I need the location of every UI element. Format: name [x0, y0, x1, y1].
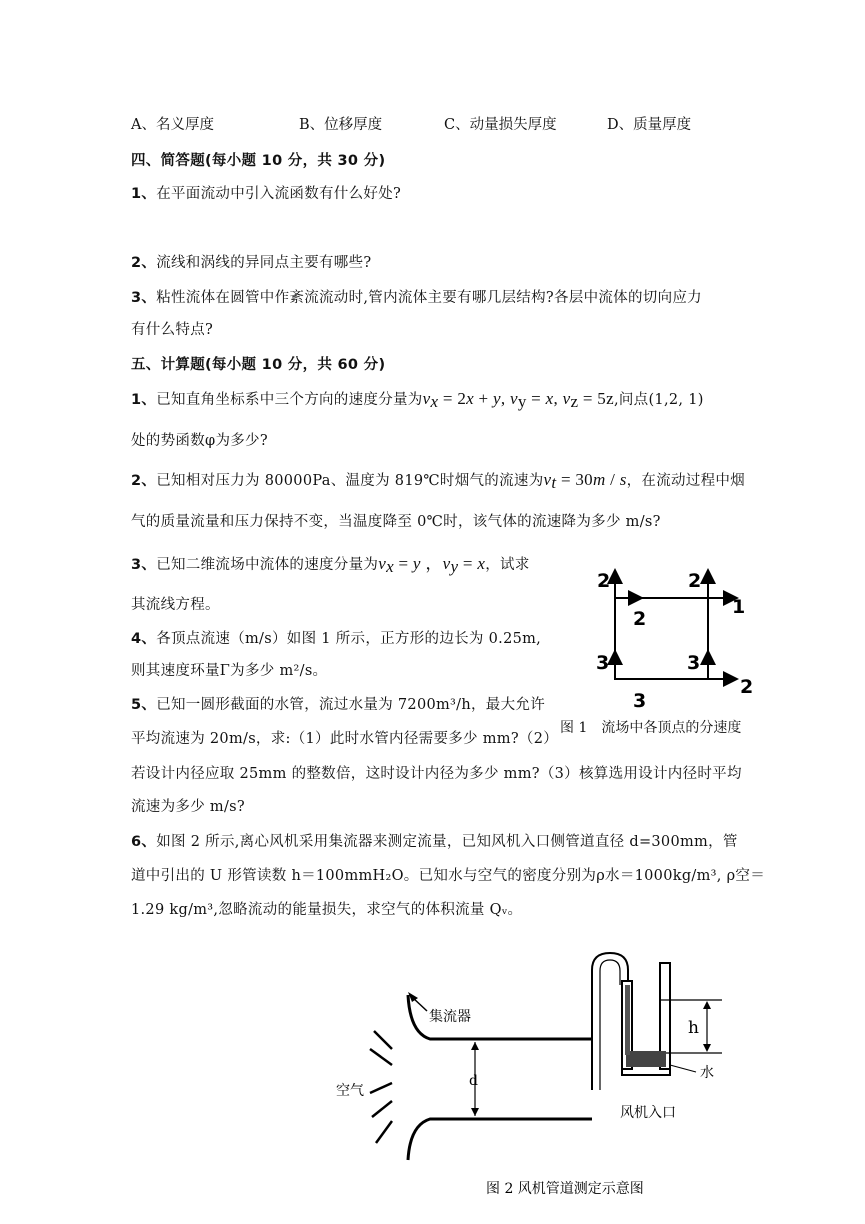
s4-question-2	[131, 251, 371, 272]
question-text: 如图 2 所示,离心风机采用集流器来测定流量，已知风机入口侧管道直径 d=300mm，管	[156, 834, 738, 850]
question-number: 4、	[131, 631, 157, 647]
question-text: 已知二维流场中流体的速度分量为	[156, 557, 379, 573]
label-bl-up: 3	[596, 652, 610, 674]
figure-2-fan-duct-diagram	[330, 945, 730, 1200]
s4-question-3-cont: 有什么特点?	[131, 322, 214, 338]
label-bottom-mid: 3	[633, 690, 647, 710]
s5-question-1	[131, 388, 704, 412]
s5-question-4	[131, 627, 541, 648]
s5-question-2-cont: 气的质量流量和压力保持不变，当温度降至 0℃时，该气体的流速降为多少 m/s?	[131, 514, 661, 530]
question-number: 2、	[131, 473, 157, 489]
velocity-formula: $v_t = 30m / s$	[543, 470, 627, 492]
diameter-label: d	[469, 1073, 478, 1089]
question-number: 2、	[131, 255, 157, 271]
water-label: 水	[700, 1065, 714, 1081]
s5-question-5-line4: 流速为多少 m/s?	[131, 799, 245, 815]
fan-inlet-label: 风机入口	[620, 1105, 676, 1121]
s5-question-5	[131, 693, 545, 714]
s5-question-6	[131, 830, 738, 851]
question-text: 已知直角坐标系中三个方向的速度分量为	[156, 392, 423, 408]
question-text-end: ,问点(1,2, 1)	[613, 392, 704, 408]
s5-question-4-cont: 则其速度环量Γ为多少 m²/s。	[131, 663, 328, 679]
question-number: 1、	[131, 186, 157, 202]
section5-heading: 五、计算题(每小题 10 分，共 60 分)	[131, 357, 386, 373]
s5-question-3-cont: 其流线方程。	[131, 597, 220, 613]
figure-1-caption: 图 1 流场中各顶点的分速度	[560, 720, 742, 736]
pressure-tap-tube-inner	[600, 960, 620, 1090]
u-tube-water	[626, 1051, 666, 1067]
label-br-right: 2	[740, 676, 754, 698]
collector-bottom-wall	[408, 1119, 592, 1160]
question-text: 各顶点流速（m/s）如图 1 所示，正方形的边长为 0.25m,	[156, 631, 542, 647]
air-flow-arrows	[370, 1031, 392, 1143]
option-c: C、动量损失厚度	[444, 117, 557, 133]
question-text-end: ，试求	[485, 557, 530, 573]
question-text: 已知一圆形截面的水管，流过水量为 7200m³/h，最大允许	[156, 697, 545, 713]
question-number: 3、	[131, 290, 157, 306]
s5-question-1-cont: 处的势函数φ为多少?	[131, 433, 268, 449]
figure-1-velocity-square	[580, 560, 780, 710]
section4-heading: 四、简答题(每小题 10 分，共 30 分)	[131, 153, 386, 169]
s5-question-6-line2: 道中引出的 U 形管读数 h＝100mmH₂O。已知水与空气的密度分别为ρ水＝1000kg/m³, ρ空＝	[131, 868, 765, 884]
velocity-formula: $v_x = y$ ，$v_y = x$	[378, 554, 486, 576]
question-text: 流线和涡线的异同点主要有哪些?	[156, 255, 372, 271]
question-number: 6、	[131, 834, 157, 850]
s5-question-6-line3: 1.29 kg/m³,忽略流动的能量损失，求空气的体积流量 Qᵥ。	[131, 902, 523, 918]
s5-question-3	[131, 549, 530, 577]
option-a: A、名义厚度	[131, 117, 214, 133]
height-label: h	[688, 1018, 699, 1038]
question-text: 粘性流体在圆管中作紊流流动时,管内流体主要有哪几层结构?各层中流体的切向应力	[156, 290, 702, 306]
water-pointer	[670, 1065, 696, 1072]
question-number: 5、	[131, 697, 157, 713]
collector-label: 集流器	[429, 1009, 471, 1025]
label-tr-up: 2	[688, 570, 702, 592]
s4-question-1	[131, 182, 401, 203]
option-d: D、质量厚度	[607, 117, 692, 133]
air-label: 空气	[336, 1083, 364, 1099]
u-tube-left-water	[625, 985, 630, 1055]
option-b: B、位移厚度	[299, 117, 383, 133]
s4-question-3	[131, 286, 702, 307]
question-text-end: ，在流动过程中烟	[626, 473, 746, 489]
velocity-formula: $v_x = 2x + y$, $v_y = x$, $v_z = 5z$	[422, 389, 614, 411]
question-text: 在平面流动中引入流函数有什么好处?	[156, 186, 402, 202]
s5-question-2	[131, 469, 745, 493]
label-br-up: 3	[687, 652, 701, 674]
question-number: 1、	[131, 392, 157, 408]
question-text: 已知相对压力为 80000Pa、温度为 819℃时烟气的流速为	[156, 473, 544, 489]
s5-question-5-line2: 平均流速为 20m/s，求:（1）此时水管内径需要多少 mm?（2）	[131, 731, 559, 747]
label-tl-up: 2	[597, 570, 611, 592]
s5-question-5-line3: 若设计内径应取 25mm 的整数倍，这时设计内径为多少 mm?（3）核算选用设计内径时平均	[131, 766, 742, 782]
question-number: 3、	[131, 557, 157, 573]
label-top-mid: 2	[633, 608, 647, 630]
figure-2-caption: 图 2 风机管道测定示意图	[486, 1181, 644, 1197]
label-tr-right: 1	[732, 596, 746, 618]
